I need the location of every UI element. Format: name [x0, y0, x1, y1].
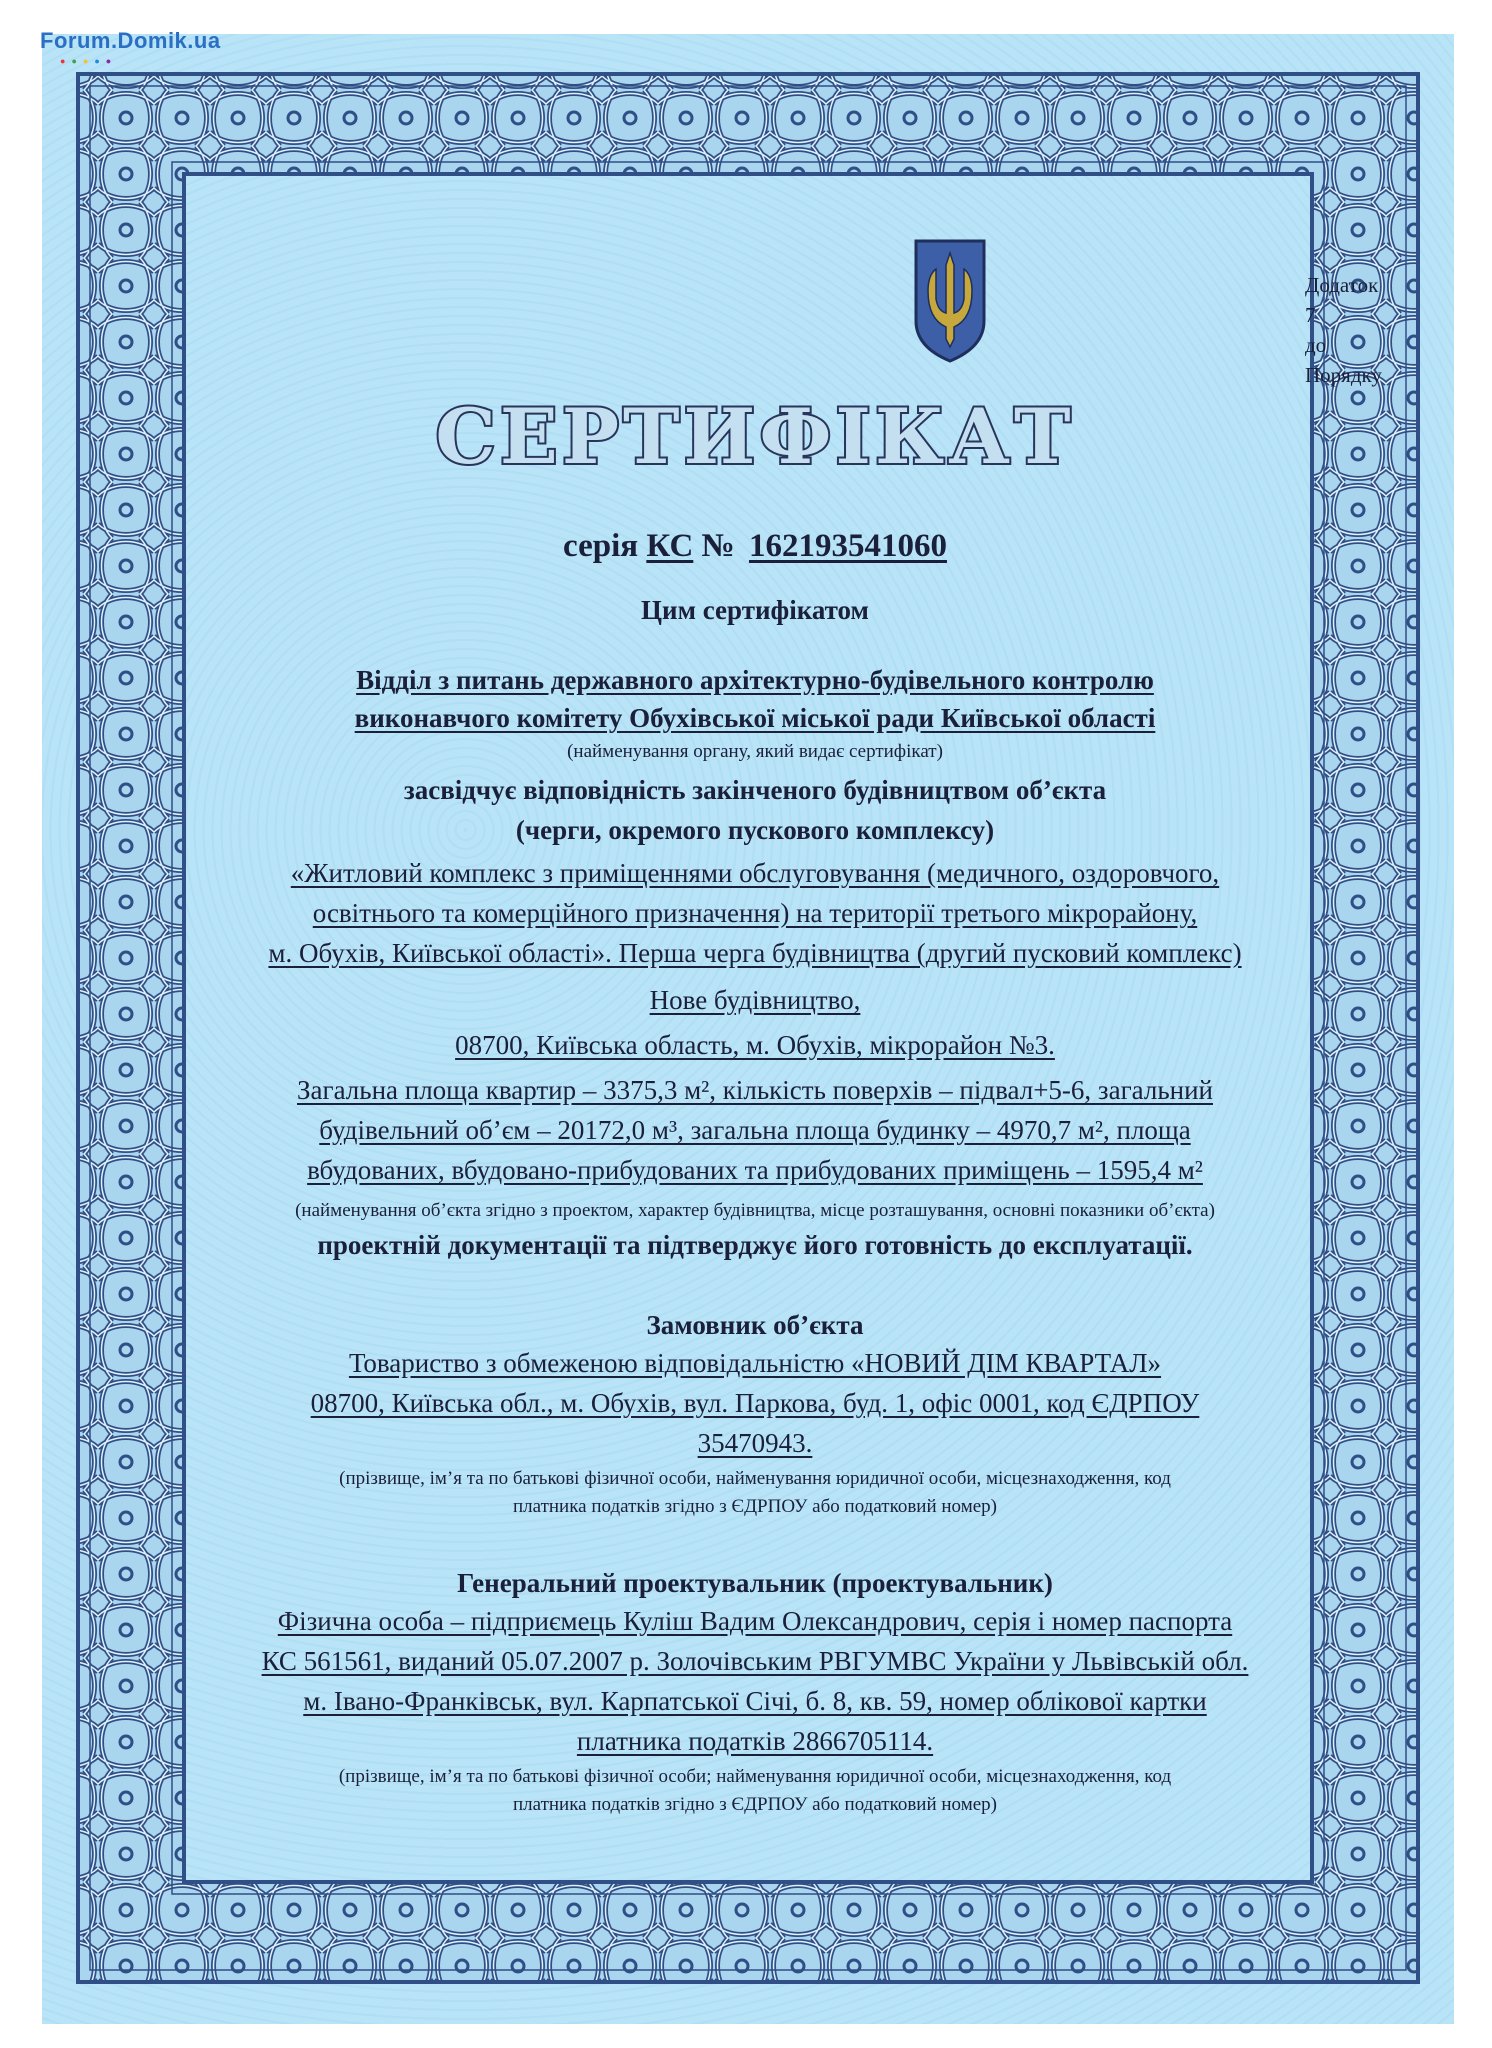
- conclusion-text: проектній документації та підтверджує його готовність до експлуатації.: [317, 1230, 1193, 1260]
- series-line: [210, 528, 1300, 565]
- series-label: серія: [563, 528, 639, 564]
- object-address: 08700, Київська область, м. Обухів, мікрорайон №3.: [455, 1030, 1055, 1060]
- authority-caption: (найменування органу, який видає сертифікат): [567, 741, 943, 762]
- object-line-2: освітнього та комерційного призначення) на території третього мікрорайону,: [312, 898, 1198, 928]
- designer-line-4: платника податків 2866705114.: [576, 1726, 934, 1756]
- object-line-3: м. Обухів, Київської області». Перша черга будівництва (другий пусковий комплекс): [268, 938, 1242, 968]
- indicators-line-3: вбудованих, вбудовано-прибудованих та прибудованих приміщень – 1595,4 м²: [307, 1155, 1203, 1185]
- customer-line-2: 08700, Київська обл., м. Обухів, вул. Паркова, буд. 1, офіс 0001, код ЄДРПОУ: [310, 1388, 1200, 1418]
- customer-line-3: 35470943.: [697, 1428, 813, 1458]
- authority-line-2: виконавчого комітету Обухівської міської ради Київської області: [354, 703, 1156, 733]
- annex-line-2: до Порядку: [1305, 333, 1382, 387]
- customer-caption-2: платника податків згідно з ЄДРПОУ або податковий номер): [513, 1496, 997, 1517]
- annex-line-1: Додаток 7: [1305, 273, 1379, 327]
- watermark-logo: Forum.Domik.ua: [40, 28, 221, 53]
- intro-text: Цим сертифікатом: [641, 595, 869, 625]
- certificate-content: [210, 0, 1382, 1990]
- customer-line-1: Товариство з обмеженою відповідальністю «НОВИЙ ДІМ КВАРТАЛ»: [348, 1348, 1162, 1378]
- designer-line-2: КС 561561, виданий 05.07.2007 р. Золочівським РВГУМВС України у Львівській обл.: [261, 1646, 1249, 1676]
- designer-heading: Генеральний проектувальник (проектувальник): [457, 1568, 1053, 1598]
- attests-line-2: (черги, окремого пускового комплексу): [515, 815, 995, 845]
- attests-line-1: засвідчує відповідність закінченого будівництвом об’єкта: [403, 775, 1107, 805]
- trident-emblem-icon: [910, 235, 990, 365]
- designer-line-3: м. Івано-Франківськ, вул. Карпатської Січі, б. 8, кв. 59, номер облікової картки: [303, 1686, 1207, 1716]
- customer-heading: Замовник об’єкта: [646, 1310, 864, 1340]
- object-caption: (найменування об’єкта згідно з проектом, характер будівництва, місце розташування, основні показники об’єкта): [295, 1200, 1215, 1221]
- annex-reference: [1305, 270, 1382, 390]
- object-line-1: «Житловий комплекс з приміщеннями обслуговування (медичного, оздоровчого,: [290, 858, 1220, 888]
- indicators-line-1: Загальна площа квартир – 3375,3 м², кількість поверхів – підвал+5-6, загальний: [296, 1075, 1213, 1105]
- designer-line-1: Фізична особа – підприємець Куліш Вадим Олександрович, серія і номер паспорта: [277, 1606, 1233, 1636]
- certificate-title: СЕРТИФІКАТ: [435, 392, 1075, 481]
- designer-caption-2: платника податків згідно з ЄДРПОУ або податковий номер): [513, 1794, 997, 1815]
- authority-line-1: Відділ з питань державного архітектурно-будівельного контролю: [356, 665, 1154, 695]
- series-code: КС: [646, 528, 694, 564]
- customer-caption-1: (прізвище, ім’я та по батькові фізичної особи, найменування юридичної особи, місцезнаходження, код: [339, 1468, 1171, 1489]
- certificate-number: 162193541060: [748, 528, 947, 564]
- number-sign: №: [701, 528, 735, 564]
- indicators-line-2: будівельний об’єм – 20172,0 м³, загальна площа будинку – 4970,7 м², площа: [319, 1115, 1191, 1145]
- designer-caption-1: (прізвище, ім’я та по батькові фізичної особи; найменування юридичної особи, місцезнаходження, код: [338, 1766, 1172, 1787]
- construction-type: Нове будівництво,: [649, 985, 861, 1015]
- watermark-dots: ●●●●●: [60, 56, 118, 66]
